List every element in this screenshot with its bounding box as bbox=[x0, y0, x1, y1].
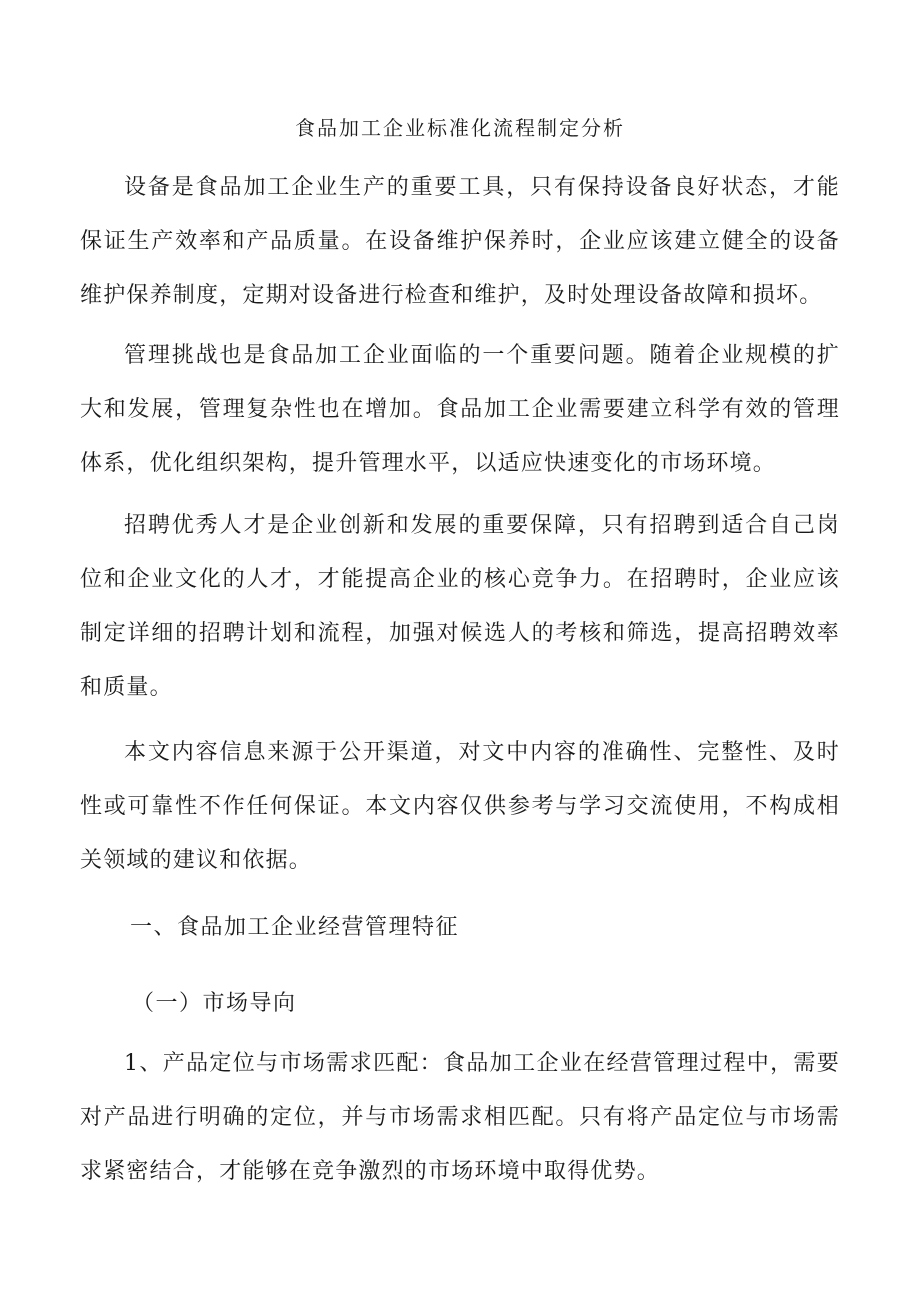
subsection-heading: （一）市场导向 bbox=[132, 991, 297, 1016]
document-title: 食品加工企业标准化流程制定分析 bbox=[295, 116, 625, 140]
paragraph-equipment: 设备是食品加工企业生产的重要工具，只有保持设备良好状态，才能保证生产效率和产品质量。在设备维护保养时，企业应该建立健全的设备维护保养制度，定期对设备进行检查和维护，及时处理设备故障和损坏。 bbox=[80, 175, 840, 308]
paragraph-management: 管理挑战也是食品加工企业面临的一个重要问题。随着企业规模的扩大和发展，管理复杂性也在增加。食品加工企业需要建立科学有效的管理体系，优化组织架构，提升管理水平，以适应快速变化的市场环境。 bbox=[80, 343, 840, 476]
paragraph-recruitment: 招聘优秀人才是企业创新和发展的重要保障，只有招聘到适合自己岗位和企业文化的人才，才能提高企业的核心竞争力。在招聘时，企业应该制定详细的招聘计划和流程，加强对候选人的考核和筛选，提高招聘效率和质量。 bbox=[80, 513, 840, 700]
section-heading: 一、食品加工企业经营管理特征 bbox=[130, 915, 460, 940]
paragraph-product-positioning: 1、产品定位与市场需求匹配：食品加工企业在经营管理过程中，需要对产品进行明确的定位，并与市场需求相匹配。只有将产品定位与市场需求紧密结合，才能够在竞争激烈的市场环境中取得优势。 bbox=[80, 1051, 840, 1184]
paragraph-disclaimer: 本文内容信息来源于公开渠道，对文中内容的准确性、完整性、及时性或可靠性不作任何保证。本文内容仅供参考与学习交流使用，不构成相关领域的建议和依据。 bbox=[80, 740, 840, 873]
